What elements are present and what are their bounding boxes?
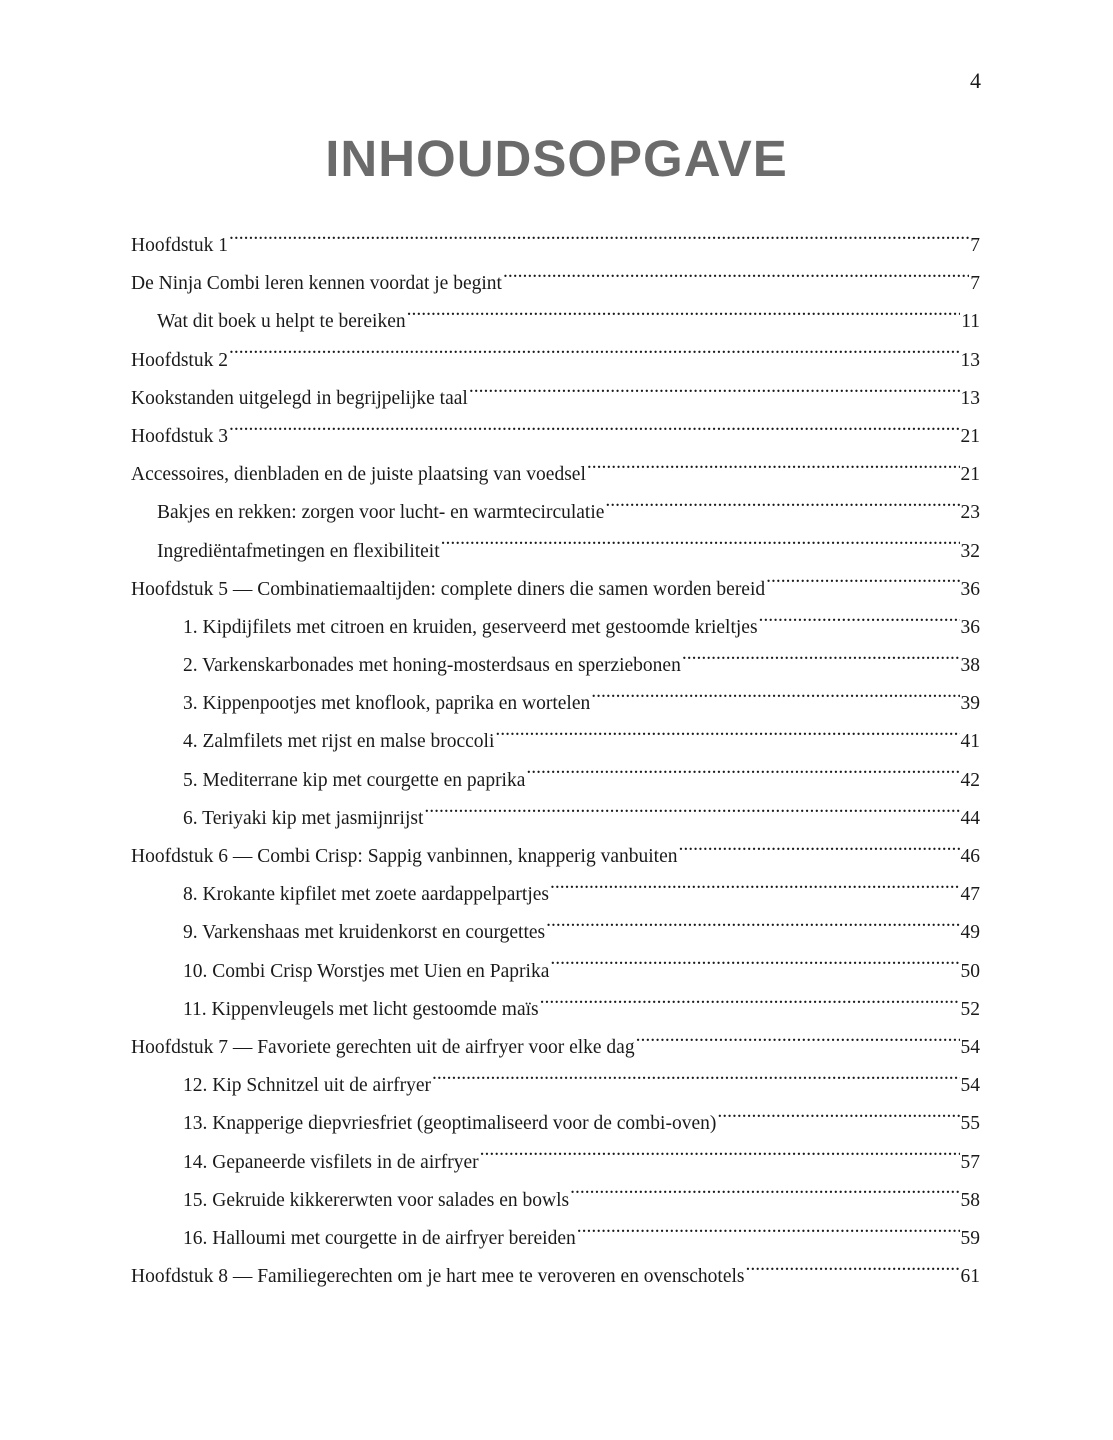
toc-dot-leader — [229, 232, 969, 252]
toc-entry-page-number: 11 — [961, 311, 980, 333]
toc-entry[interactable] — [131, 647, 980, 685]
toc-entry[interactable] — [131, 265, 980, 303]
toc-entry[interactable] — [131, 800, 980, 838]
toc-entry-title: Ingrediëntafmetingen en flexibiliteit — [157, 540, 440, 562]
toc-dot-leader — [679, 843, 960, 863]
toc-entry-title: 5. Mediterrane kip met courgette en paprika — [183, 769, 526, 791]
toc-entry[interactable] — [131, 609, 980, 647]
toc-dot-leader — [229, 422, 960, 442]
toc-entry-title: De Ninja Combi leren kennen voordat je begint — [131, 273, 502, 295]
toc-dot-leader — [577, 1224, 960, 1244]
toc-dot-leader — [587, 461, 960, 481]
toc-entry-page-number: 55 — [960, 1113, 980, 1135]
toc-entry[interactable] — [131, 227, 980, 265]
toc-entry-page-number: 59 — [960, 1227, 980, 1249]
toc-dot-leader — [605, 499, 959, 519]
toc-entry-page-number: 49 — [960, 922, 980, 944]
toc-entry-title: 13. Knapperige diepvriesfriet (geoptimaliseerd voor de combi-oven) — [183, 1113, 717, 1135]
toc-entry-page-number: 47 — [960, 884, 980, 906]
toc-entry-page-number: 54 — [960, 1036, 980, 1058]
toc-entry-page-number: 57 — [960, 1151, 980, 1173]
toc-entry-title: 6. Teriyaki kip met jasmijnrijst — [183, 807, 424, 829]
toc-dot-leader — [759, 613, 960, 633]
toc-entry[interactable] — [131, 685, 980, 723]
toc-dot-leader — [407, 308, 961, 328]
toc-dot-leader — [229, 346, 960, 366]
toc-entry-title: Hoofdstuk 1 — [131, 235, 228, 256]
toc-dot-leader — [540, 995, 960, 1015]
toc-entry-page-number: 41 — [960, 731, 980, 753]
toc-entry[interactable] — [131, 1144, 980, 1182]
toc-dot-leader — [503, 270, 969, 290]
toc-entry-title: Hoofdstuk 7 — Favoriete gerechten uit de airfryer voor elke dag — [131, 1036, 635, 1058]
toc-entry[interactable] — [131, 1029, 980, 1067]
toc-entry-page-number: 39 — [960, 693, 980, 715]
toc-entry-page-number: 23 — [960, 502, 980, 524]
toc-entry-page-number: 32 — [960, 540, 980, 562]
toc-entry-title: 10. Combi Crisp Worstjes met Uien en Paprika — [183, 960, 550, 982]
toc-entry[interactable] — [131, 303, 980, 341]
toc-entry-page-number: 7 — [970, 235, 980, 256]
toc-entry-page-number: 21 — [960, 425, 980, 447]
toc-entry-page-number: 36 — [960, 616, 980, 638]
toc-dot-leader — [746, 1263, 960, 1283]
toc-entry[interactable] — [131, 1182, 980, 1220]
toc-dot-leader — [424, 804, 959, 824]
toc-entry-title: Bakjes en rekken: zorgen voor lucht- en warmtecirculatie — [157, 502, 605, 524]
toc-dot-leader — [526, 766, 959, 786]
toc-entry-title: 1. Kipdijfilets met citroen en kruiden, geserveerd met gestoomde krieltjes — [183, 616, 758, 638]
toc-entry-page-number: 50 — [960, 960, 980, 982]
toc-dot-leader — [441, 537, 960, 557]
toc-dot-leader — [717, 1110, 959, 1130]
toc-entry-title: Hoofdstuk 5 — Combinatiemaaltijden: complete diners die samen worden bereid — [131, 578, 766, 600]
toc-dot-leader — [682, 652, 960, 672]
toc-dot-leader — [636, 1033, 960, 1053]
toc-dot-leader — [469, 384, 960, 404]
toc-entry-page-number: 54 — [960, 1075, 980, 1097]
toc-entry[interactable] — [131, 494, 980, 532]
toc-dot-leader — [432, 1072, 959, 1092]
toc-entry-title: 3. Kippenpootjes met knoflook, paprika en wortelen — [183, 693, 591, 715]
toc-entry-page-number: 36 — [960, 578, 980, 600]
toc-entry-page-number: 38 — [960, 655, 980, 677]
toc-dot-leader — [550, 957, 959, 977]
toc-dot-leader — [495, 728, 959, 748]
toc-dot-leader — [550, 881, 959, 901]
toc-dot-leader — [570, 1186, 959, 1206]
table-of-contents — [131, 227, 980, 1296]
toc-entry-title: Hoofdstuk 8 — Familiegerechten om je hart mee te veroveren en ovenschotels — [131, 1266, 745, 1288]
toc-entry[interactable] — [131, 1258, 980, 1296]
toc-entry[interactable] — [131, 762, 980, 800]
toc-entry[interactable] — [131, 380, 980, 418]
toc-entry[interactable] — [131, 723, 980, 761]
toc-entry-title: 14. Gepaneerde visfilets in de airfryer — [183, 1151, 479, 1173]
toc-entry[interactable] — [131, 342, 980, 380]
toc-entry-page-number: 21 — [960, 464, 980, 486]
toc-entry[interactable] — [131, 1105, 980, 1143]
toc-entry-title: 12. Kip Schnitzel uit de airfryer — [183, 1075, 432, 1097]
toc-entry[interactable] — [131, 1220, 980, 1258]
toc-dot-leader — [480, 1148, 960, 1168]
toc-entry[interactable] — [131, 914, 980, 952]
toc-entry-page-number: 13 — [960, 349, 980, 371]
toc-entry[interactable] — [131, 571, 980, 609]
toc-entry-page-number: 42 — [960, 769, 980, 791]
toc-entry-title: Accessoires, dienbladen en de juiste plaatsing van voedsel — [131, 464, 586, 486]
toc-entry[interactable] — [131, 1067, 980, 1105]
toc-entry-title: Wat dit boek u helpt te bereiken — [157, 311, 406, 333]
toc-entry-title: 4. Zalmfilets met rijst en malse broccoli — [183, 731, 495, 753]
toc-entry-page-number: 7 — [970, 273, 980, 295]
toc-entry-title: Hoofdstuk 6 — Combi Crisp: Sappig vanbinnen, knapperig vanbuiten — [131, 846, 678, 867]
toc-entry[interactable] — [131, 533, 980, 571]
toc-entry-page-number: 46 — [960, 846, 980, 867]
toc-entry-title: 11. Kippenvleugels met licht gestoomde maïs — [183, 998, 539, 1020]
toc-entry[interactable] — [131, 876, 980, 914]
toc-dot-leader — [591, 690, 959, 710]
toc-entry-title: Hoofdstuk 3 — [131, 425, 228, 447]
toc-dot-leader — [766, 575, 959, 595]
toc-entry[interactable] — [131, 953, 980, 991]
toc-entry-page-number: 61 — [960, 1266, 980, 1288]
toc-entry[interactable] — [131, 838, 980, 876]
toc-entry-title: 16. Halloumi met courgette in de airfryer bereiden — [183, 1227, 576, 1249]
toc-entry-title: 9. Varkenshaas met kruidenkorst en courgettes — [183, 922, 546, 944]
page-number: 4 — [970, 68, 981, 93]
toc-entry-title: 2. Varkenskarbonades met honing-mosterdsaus en sperziebonen — [183, 655, 681, 677]
toc-entry[interactable] — [131, 456, 980, 494]
toc-entry[interactable] — [131, 991, 980, 1029]
toc-entry-page-number: 58 — [960, 1189, 980, 1211]
toc-entry-page-number: 13 — [960, 387, 980, 409]
toc-entry[interactable] — [131, 418, 980, 456]
toc-entry-title: 8. Krokante kipfilet met zoete aardappelpartjes — [183, 884, 550, 906]
toc-entry-title: Kookstanden uitgelegd in begrijpelijke taal — [131, 387, 468, 409]
toc-dot-leader — [546, 919, 959, 939]
toc-entry-title: 15. Gekruide kikkererwten voor salades en bowls — [183, 1189, 570, 1211]
toc-entry-page-number: 44 — [960, 807, 980, 829]
toc-entry-title: Hoofdstuk 2 — [131, 349, 228, 371]
page-title: INHOUDSOPGAVE — [325, 130, 788, 187]
toc-entry-page-number: 52 — [960, 998, 980, 1020]
